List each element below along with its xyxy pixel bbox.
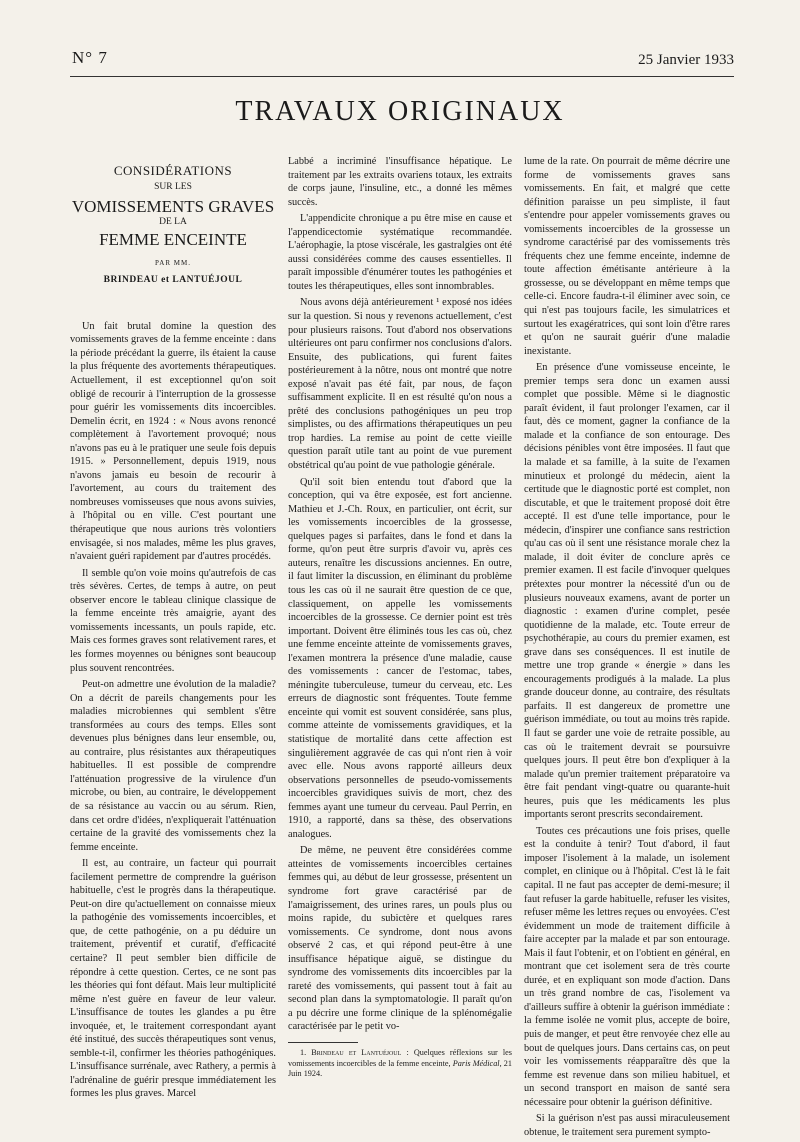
section-title: TRAVAUX ORIGINAUX — [235, 96, 565, 127]
paragraph: Un fait brutal domine la question des vomissements graves de la femme enceinte : dans la période précédant la guerre, ils étaient la cause la plus fréquente des avortements thérapeutiques. Actuellement, il est exceptionnel qu'on soit obligé de recourir à l'interruption de la grossesse pour guérir les vomissements dits incoercibles. Demelin écrit, en 1924 : « Nous avons renoncé complètement à l'avortement provoqué; nous n'avons pas eu à le pratiquer une seule fois depuis 1915. » Personnellement, depuis 1919, nous n'avons jamais eu besoin de recourir à l'avortement, au cours du traitement des nombreuses vomisseuses que nous avons suivies, à l'hôpital ou en ville. C'est pourtant une thérapeutique que nous aurions très volontiers envisagée, si nos malades, même les plus graves, n'avaient guéri rapidement par d'autres procédés. — [70, 320, 276, 563]
paragraph: Il est, au contraire, un facteur qui pourrait facilement permettre de comprendre la guérison habituelle, c'est le progrès dans la thérapeutique. Peut-on dire qu'actuellement on connaisse mieux la pathogénie des vomissements incoercibles, et que, de cette pathogénie, on a pu déduire un traitement, préventif et curatif, d'efficacité certaine? Il peut sembler bien difficile de répondre à cette question. Certes, ce ne sont pas les théories qui font défaut. Mais leur multiplicité même n'est guère en faveur de leur valeur. L'insuffisance de toutes les glandes a pu être invoquée, et, le traitement correspondant ayant été institué, des succès thérapeutiques sont venus, semble-t-il, confirmer les théories pathogéniques. L'insuffisance surrénale, avec Rathery, a permis à l'adrénaline de guérir presque immédiatement les formes les plus graves. Marcel — [70, 858, 276, 1100]
paragraph: Peut-on admettre une évolution de la maladie? On a décrit de pareils changements pour les maladies microbiennes qui semblent s'être transformées au cours des temps. Elles sont devenues plus bénignes dans leur ensemble, ou, au contraire, plus résistantes aux thérapeutiques habituelles. Il est possible de comprendre l'atténuation progressive de la virulence d'un microbe, ou bien, au contraire, le développement de sa résistance au vaccin ou au sérum. Rien, dans cet ordre d'idées, n'expliquerait l'atténuation certaine de la gravité des vomissements chez la femme enceinte. — [70, 679, 276, 853]
paragraph: Nous avons déjà antérieurement ¹ exposé nos idées sur la question. Si nous y revenons actuellement, c'est pour plusieurs raisons. Tout d'abord nos observations ultérieures ont paru confirmer nos conclusions d'alors. Ensuite, des publications, qui furent faites postérieurement à la nôtre, nous ont montré que notre exposé n'avait pas été fait, par nous, de façon suffisamment explicite. Il en est résulté qu'on nous a prêté des conclusions pathogéniques un peu trop simplistes, ou des affirmations thérapeutiques un peu trop hardies. La remise au point de cette vieille question paraît utile tant au point de vue purement obstétrical qu'au point de vue pathologie générale. — [288, 297, 512, 472]
article-title-line-3: VOMISSEMENTS GRAVES — [71, 197, 275, 217]
paragraph: lume de la rate. On pourrait de même décrire une forme de vomissements graves sans vomissements. En fait, et malgré que cette définition paraisse un peu simpliste, il faut s'entendre pour appeler vomissements graves ou vomissements incoercibles de la grossesse un syndrome caractérisé par des vomissements très fréquents chez une femme enceinte, indemne de toute affection émétisante antérieure à la grossesse, ou se développant en même temps que celle-ci. Encore faudra-t-il éliminer avec soin, ce qui n'est pas toujours facile, les simulatrices et surtout les exagératrices, qui sont loin d'être rares et qu'on ne saurait guérir d'une maladie inexistante. — [524, 156, 730, 357]
column-2 — [288, 155, 512, 1083]
footnote-rule — [288, 1042, 358, 1043]
article-title-line-5: FEMME ENCEINTE — [99, 230, 247, 250]
paragraph: Toutes ces précautions une fois prises, quelle est la conduite à tenir? Tout d'abord, il faut imposer l'isolement à la malade, un isolement complet, en clinique ou à l'hôpital. C'est là le fait capital. Il ne faut pas accepter de demi-mesure; il faut refuser la garde habituelle, refuser les visites, refuser même les lettres reçues ou envoyées. C'est évidemment un mode de traitement difficile à faire accepter par la malade et par son entourage. Mais il faut l'obtenir, et on l'obtient en général, en montrant que cet isolement sera de très courte durée, et en expliquant son mode d'action. Dans un très grand nombre de cas, l'isolement va d'ailleurs suffire à obtenir la guérison immédiate : la femme isolée ne vomit plus, accepte de boire, puis de manger, et peut être renvoyée chez elle au bout de quelques jours. Dans certains cas, on peut voir les vomissements réapparaître dès que la femme est revenue dans son milieu habituel, et un second transport en maison de santé sera nécessaire pour obtenir la guérison définitive. — [524, 825, 730, 1108]
footnote-source: Paris Médical — [452, 1058, 500, 1068]
issue-date: 25 Janvier 1933 — [638, 52, 734, 68]
footnote-date: , 21 Juin 1924. — [288, 1058, 512, 1078]
paragraph: En présence d'une vomisseuse enceinte, le premier temps sera donc un examen aussi complet que possible. Même si le diagnostic paraît évident, il faut prolonger l'examen, car il faut, dès ce moment, gagner la confiance de la malade et la confiance de son entourage. Des décisions pénibles vont être imposées. Il faut que la malade et sa famille, à la suite de l'examen minutieux et prolongé du médecin, aient la certitude que le diagnostic porté est complet, non discutable, et que le traitement proposé doit être accepté. Il est d'une telle importance, pour le médecin, d'inspirer une confiance sans restriction qu'au cas où il sent une résistance morale chez la malade, il doit éviter de conclure après ce premier examen. Il est facile d'invoquer quelques prétextes pour montrer la nécessité d'un ou de plusieurs nouveaux examens, avant de porter un diagnostic : examen d'urine complet, pesée quotidienne de la malade, etc. Toute erreur de psychothérapie, au cours du premier examen, est grave dans ses conséquences. Il est inutile de mettre une trop grande « énergie » dans les encouragements prodigués à la malade. La plus grande douceur donne, au contraire, des résultats parfaits. Il est dangereux de promettre une guérison immédiate, ou tout au moins très rapide. Il faut se garder une voie de retraite possible, au cas où le traitement devrait se poursuivre quelques jours. Il peut être bon d'expliquer à la malade qu'un premier traitement préparatoire va être fait pendant vingt-quatre ou quarante-huit heures, puis que les médicaments les plus importants seront prescrits secondairement. — [524, 362, 730, 821]
footnote-text: : Quelques réflexions sur les vomissements incoercibles de la femme enceinte, — [288, 1048, 512, 1068]
article-heading — [70, 164, 276, 288]
column-3 — [524, 155, 730, 1142]
paragraph: L'appendicite chronique a pu être mise en cause et l'appendicectomie systématique recommandée. L'aérophagie, la ptose viscérale, les gastralgies ont été aussi considérées comme des causes essentielles. Il paraît impossible d'énumérer toutes les pathogénies et toutes les thérapeutiques, elles sont innombrables. — [288, 213, 512, 292]
header-rule — [70, 76, 734, 77]
footnote — [288, 1048, 512, 1080]
article-authors: BRINDEAU et LANTUÉJOUL — [103, 275, 243, 286]
article-title-line-1: CONSIDÉRATIONS — [113, 163, 233, 178]
article-title-line-2: SUR LES — [154, 181, 192, 192]
issue-number: N° 7 — [72, 48, 108, 67]
column-1 — [70, 150, 276, 1104]
paragraph: Si la guérison n'est pas aussi miraculeusement obtenue, le traitement sera purement sympto- — [524, 1113, 730, 1138]
paragraph: De même, ne peuvent être considérées comme atteintes de vomissements incoercibles certaines femmes qui, au début de leur grossesse, présentent un syndrome fort grave caractérisé par de l'amaigrissement, des urines rares, un pouls plus ou moins rapide, du subictère et quelques rares vomissements. Ce syndrome, dont nous avons observé 2 cas, et qui répond peut-être à une insuffisance hépatique aiguë, se distingue du syndrome des vomissements dits incoercibles par la rareté des vomissements, qui passent tout à fait au second plan dans la symptomatologie. Il paraît qu'on a pu décrire une forme clinique de la splénomégalie caractérisée par le petit vo- — [288, 845, 512, 1033]
paragraph: Qu'il soit bien entendu tout d'abord que la conception, qui va être exposée, est fort ancienne. Mathieu et J.-Ch. Roux, en particulier, ont écrit, sur les vomissements incoercibles de la grossesse, quelques pages si parfaites, dans le fond et dans la forme, qu'on peut être surpris d'avoir vu, après ces auteurs, renaître les discussions anciennes. En outre, il faut limiter la discussion, en éliminant du problème tous les cas où il ne saurait être question de ce que, classiquement, on appelle les vomissements incoercibles de la grossesse. Ce dernier point est très important. Doivent être éliminés tous les cas où, chez une femme enceinte atteinte de vomissements graves, l'examen montrera la présence d'une maladie, cause des vomissements : cancer de l'estomac, tabes, méningite tuberculeuse, tumeur du cerveau, etc. Les erreurs de diagnostic sont fréquentes. Toute femme enceinte qui vomit est souvent considérée, sans plus, comme atteinte de vomissements gravidiques, et la statistique de mortalité dans cette affection est singulièrement aggravée de cas qui n'ont rien à voir avec elle. Nous avons rapporté ailleurs deux observations personnelles de pseudo-vomissements incoercibles gravidiques suivis de mort, chez des femmes ayant une tumeur du cerveau. Paul Perrin, en 1910, a rapporté, dans sa thèse, des observations analogues. — [288, 476, 512, 840]
footnote-authors: 1. Brindeau et Lantuéjoul — [300, 1048, 402, 1057]
article-title-line-4: DE LA — [159, 216, 187, 227]
paragraph: Il semble qu'on voie moins qu'autrefois de cas très sévères. Certes, de temps à autre, on peut observer encore le tableau clinique classique de la femme enceinte très amaigrie, ayant des vomissements incessants, un pouls rapide, etc. Mais ces formes graves sont relativement rares, et les formes moyennes ou bénignes sont beaucoup plus souvent rencontrées. — [70, 567, 276, 674]
paragraph: Labbé a incriminé l'insuffisance hépatique. Le traitement par les extraits ovariens totaux, les extraits de corps jaune, l'insuline, etc., a donné les mêmes succès. — [288, 156, 512, 208]
article-byline-prefix: PAR MM. — [155, 258, 191, 267]
